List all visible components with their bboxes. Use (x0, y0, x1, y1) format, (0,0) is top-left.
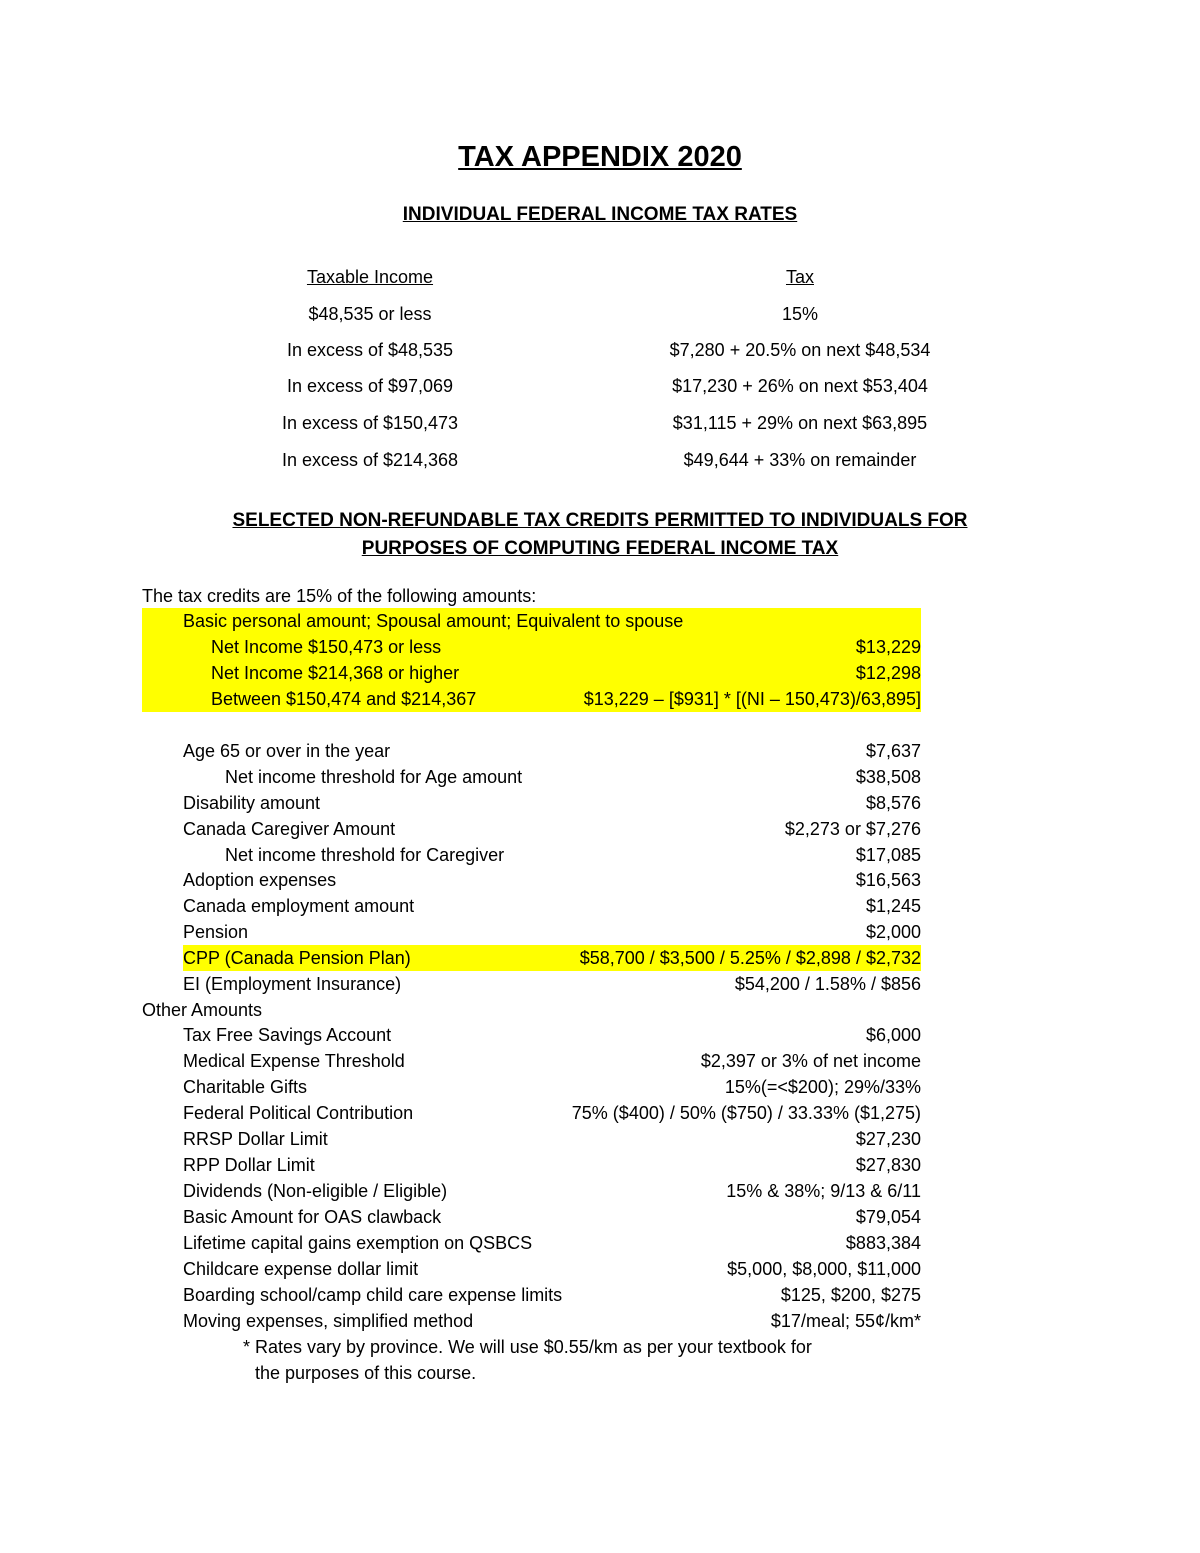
basic-heading: Basic personal amount; Spousal amount; Equivalent to spouse (183, 611, 684, 631)
credit-label: Pension (183, 922, 249, 942)
basic-row (142, 634, 921, 660)
other-row (142, 1074, 921, 1100)
basic-row (142, 686, 921, 712)
other-label: Medical Expense Threshold (183, 1051, 405, 1071)
credit-value: $8,576 (865, 793, 921, 813)
credits-heading-line2: PURPOSES OF COMPUTING FEDERAL INCOME TAX (361, 538, 839, 559)
credit-value: $2,000 (865, 922, 921, 942)
credit-value: $38,508 (855, 767, 921, 787)
rates-header-tax: Tax (785, 267, 814, 287)
basic-row (142, 660, 921, 686)
other-value: $27,830 (855, 1155, 921, 1175)
other-label: Moving expenses, simplified method (183, 1311, 474, 1331)
rates-row-tax: 15% (781, 304, 819, 324)
other-value: $883,384 (845, 1233, 921, 1253)
basic-row-value: $12,298 (855, 663, 921, 683)
other-amounts-heading: Other Amounts (142, 1000, 263, 1020)
credit-value: $17,085 (855, 845, 921, 865)
credits-intro: The tax credits are 15% of the following amounts: (142, 586, 537, 606)
basic-row-label: Between $150,474 and $214,367 (211, 689, 477, 709)
other-value: 75% ($400) / 50% ($750) / 33.33% ($1,275) (571, 1103, 921, 1123)
credit-value: $58,700 / $3,500 / 5.25% / $2,898 / $2,732 (579, 948, 921, 968)
rates-row-income: In excess of $48,535 (286, 340, 454, 360)
other-row (142, 1282, 921, 1308)
credit-row (142, 790, 921, 816)
basic-heading-row (142, 608, 921, 634)
other-value: $5,000, $8,000, $11,000 (727, 1259, 921, 1279)
credit-row-cpp (183, 945, 921, 971)
rates-header-income: Taxable Income (306, 267, 434, 287)
credit-value: $2,273 or $7,276 (784, 819, 921, 839)
other-label: RPP Dollar Limit (183, 1155, 315, 1175)
other-row (142, 1022, 921, 1048)
other-label: RRSP Dollar Limit (183, 1129, 328, 1149)
credit-value: $1,245 (865, 896, 921, 916)
credit-label: Canada Caregiver Amount (183, 819, 396, 839)
footnote-line2: the purposes of this course. (255, 1363, 477, 1383)
credit-row (142, 842, 921, 868)
other-label: Charitable Gifts (183, 1077, 308, 1097)
other-row (142, 1126, 921, 1152)
other-label: Lifetime capital gains exemption on QSBCS (183, 1233, 533, 1253)
basic-row-label: Net Income $214,368 or higher (211, 663, 460, 683)
rates-heading: INDIVIDUAL FEDERAL INCOME TAX RATES (402, 204, 798, 225)
other-label: Childcare expense dollar limit (183, 1259, 419, 1279)
other-label: Basic Amount for OAS clawback (183, 1207, 442, 1227)
other-row (142, 1204, 921, 1230)
other-value: 15%(=<$200); 29%/33% (724, 1077, 921, 1097)
other-row (142, 1100, 921, 1126)
rates-row-tax: $7,280 + 20.5% on next $48,534 (669, 340, 931, 360)
other-value: $2,397 or 3% of net income (700, 1051, 921, 1071)
rates-row-tax: $17,230 + 26% on next $53,404 (672, 376, 928, 396)
credit-label: Adoption expenses (183, 870, 337, 890)
other-value: $27,230 (855, 1129, 921, 1149)
other-row (142, 1256, 921, 1282)
other-value: $79,054 (855, 1207, 921, 1227)
credit-row (142, 738, 921, 764)
other-row (142, 1152, 921, 1178)
other-value: $17/meal; 55¢/km* (770, 1311, 921, 1331)
credit-label: Net income threshold for Caregiver (225, 845, 505, 865)
credit-row (142, 816, 921, 842)
rates-row-income: In excess of $214,368 (281, 450, 459, 470)
other-row (142, 1308, 921, 1334)
other-value: $6,000 (865, 1025, 921, 1045)
rates-row-income: $48,535 or less (308, 304, 432, 324)
credit-row (142, 893, 921, 919)
credit-label: Disability amount (183, 793, 321, 813)
basic-row-label: Net Income $150,473 or less (211, 637, 442, 657)
other-value: $125, $200, $275 (780, 1285, 921, 1305)
credit-row (142, 764, 921, 790)
credit-row (142, 919, 921, 945)
credits-heading-line1: SELECTED NON-REFUNDABLE TAX CREDITS PERMITTED TO INDIVIDUALS FOR (232, 510, 968, 531)
footnote-line1: * Rates vary by province. We will use $0.55/km as per your textbook for (243, 1337, 812, 1357)
rates-row-income: In excess of $97,069 (286, 376, 454, 396)
credit-label: Age 65 or over in the year (183, 741, 391, 761)
credit-label: Canada employment amount (183, 896, 415, 916)
credit-label: Net income threshold for Age amount (225, 767, 523, 787)
rates-row-tax: $31,115 + 29% on next $63,895 (672, 413, 928, 433)
other-label: Boarding school/camp child care expense limits (183, 1285, 563, 1305)
other-value: 15% & 38%; 9/13 & 6/11 (726, 1181, 921, 1201)
credit-row (142, 867, 921, 893)
credit-label: EI (Employment Insurance) (183, 974, 402, 994)
rates-row-income: In excess of $150,473 (281, 413, 459, 433)
other-label: Tax Free Savings Account (183, 1025, 392, 1045)
other-label: Federal Political Contribution (183, 1103, 414, 1123)
rates-row-tax: $49,644 + 33% on remainder (683, 450, 917, 470)
credit-row (142, 971, 921, 997)
other-label: Dividends (Non-eligible / Eligible) (183, 1181, 448, 1201)
basic-row-value: $13,229 – [$931] * [(NI – 150,473)/63,895] (583, 689, 921, 709)
other-row (142, 1048, 921, 1074)
document-title: TAX APPENDIX 2020 (458, 141, 742, 173)
other-row (142, 1230, 921, 1256)
credit-value: $7,637 (865, 741, 921, 761)
credit-label: CPP (Canada Pension Plan) (183, 948, 411, 968)
credit-value: $16,563 (855, 870, 921, 890)
credit-value: $54,200 / 1.58% / $856 (734, 974, 921, 994)
basic-row-value: $13,229 (855, 637, 921, 657)
other-row (142, 1178, 921, 1204)
